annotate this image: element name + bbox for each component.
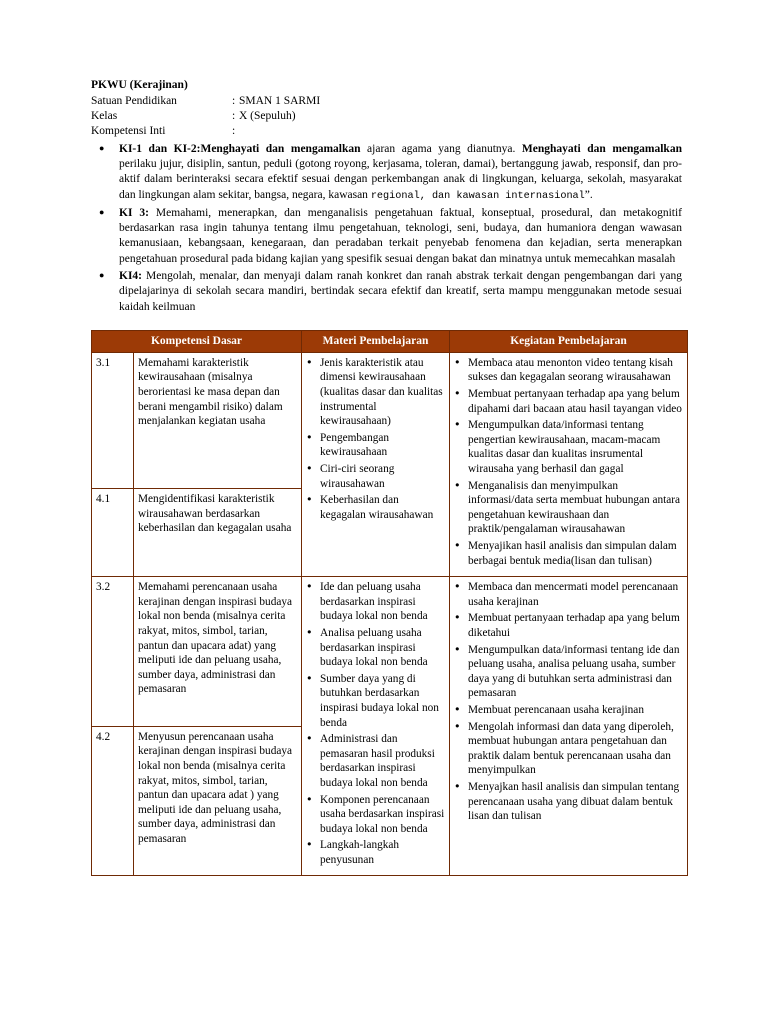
ki-item-1-2: ● KI-1 dan KI-2:Menghayati dan mengamalkan ajaran agama yang dianutnya. Menghayati dan mengamalkan perilaku jujur, disiplin, santun, peduli (gotong royong, kerjasama, toleran, damai), bertanggung jawab, responsif, dan pro-aktif dalam berinteraksi secara efektif sesuai dengan perkembangan anak di lingkungan, keluarga, sekolah, masyarakat dan lingkungan alam sekitar, bangsa, negara, kawasan regional, dan kawasan internasional”. — [91, 142, 682, 204]
list-item: ● Membuat pertanyaan terhadap apa yang belum dipahami dari bacaan atau hasil tayangan video — [454, 387, 683, 416]
kd-code: 4.1 — [92, 488, 134, 576]
meta-value: X (Sepuluh) — [239, 110, 296, 123]
list-item: ● Membuat perencanaan usaha kerajinan — [454, 703, 683, 718]
kd-text: Memahami perencanaan usaha kerajinan dengan inspirasi budaya lokal non benda (misalnya cerita rakyat, mitos, simbol, tarian, pantun dan upacara adat) yang meliputi ide dan peluang usaha, sumber daya, administrasi dan pemasaran — [134, 577, 302, 727]
column-header-kompetensi-dasar: Kompetensi Dasar — [92, 330, 302, 352]
kompetensi-inti-list — [91, 142, 682, 315]
list-item: ● Membuat pertanyaan terhadap apa yang belum diketahui — [454, 611, 683, 640]
list-item: ● Menganalisis dan menyimpulkan informasi/data serta membuat hubungan antara pengetahuan kewiraushaan dan praktik/pengalaman wirausahawan — [454, 479, 683, 537]
ki-item-3: ● KI 3: Memahami, menerapkan, dan menganalisis pengetahuan faktual, konseptual, prosedural, dan metakognitif berdasarkan rasa ingin tahunya tentang ilmu pengetahuan, teknologi, seni, budaya, dan humaniora dengan wawasan kemanusiaan, kebangsaan, kenegaraan, dan peradaban terkait penyebab fenomena dan kejadian, serta menerapkan pengetahuan prosedural pada bidang kajian yang spesifik sesuai dengan bakat dan minatnya untuk memecahkan masalah — [91, 206, 682, 267]
kd-code: 3.2 — [92, 577, 134, 727]
meta-separator: : — [232, 95, 236, 107]
list-item: ● Keberhasilan dan kegagalan wirausahawan — [306, 493, 445, 522]
column-header-materi-pembelajaran: Materi Pembelajaran — [302, 330, 450, 352]
meta-label: Kelas — [91, 110, 118, 123]
meta-row-satuan-pendidikan — [91, 94, 682, 109]
column-header-kegiatan-pembelajaran: Kegiatan Pembelajaran — [450, 330, 688, 352]
kd-code: 3.1 — [92, 352, 134, 488]
list-item: ● Jenis karakteristik atau dimensi kewirausahaan (kualitas dasar dan kualitas instrumental kewirausahaan) — [306, 356, 445, 429]
meta-separator: : — [232, 125, 236, 138]
kegiatan-list — [454, 356, 683, 568]
ki-item-4: ● KI4: Mengolah, menalar, dan menyaji dalam ranah konkret dan ranah abstrak terkait dengan pengembangan dari yang dipelajarinya di sekolah secara mandiri, bertindak secara efektif dan kreatif, serta mampu menggunakan metode sesuai kaidah keilmuan — [91, 269, 682, 315]
list-item: ● Pengembangan kewirausahaan — [306, 431, 445, 460]
meta-value — [239, 124, 682, 139]
list-item: ● Mengumpulkan data/informasi tentang pengertian kewirausahaan, macam-macam kualitas dasar dan kualitas insrumental wirausaha yang berhasil dan gagal — [454, 418, 683, 476]
list-item: ● Mengumpulkan data/informasi tentang ide dan peluang usaha, analisa peluang usaha, sumber daya yang di butuhkan serta administrasi dan pemasaran — [454, 643, 683, 701]
kd-code: 4.2 — [92, 726, 134, 876]
materi-cell — [302, 352, 450, 576]
list-item: ● Komponen perencanaan usaha berdasarkan inspirasi budaya lokal non benda — [306, 793, 445, 837]
meta-label: Satuan Pendidikan — [91, 95, 177, 107]
list-item: ● Langkah-langkah penyusunan — [306, 838, 445, 867]
kompetensi-dasar-table — [91, 330, 688, 877]
table-row — [92, 577, 688, 727]
materi-cell — [302, 577, 450, 876]
meta-separator: : — [232, 110, 236, 123]
materi-list — [306, 580, 445, 867]
materi-list — [306, 356, 445, 523]
kd-text: Memahami karakteristik kewirausahaan (misalnya berorientasi ke masa depan dan berani mengambil risiko) dalam menjalankan kegiatan usaha — [134, 352, 302, 488]
list-item: ● Sumber daya yang di butuhkan berdasarkan inspirasi budaya lokal non benda — [306, 672, 445, 730]
list-item: ● Membaca dan mencermati model perencanaan usaha kerajinan — [454, 580, 683, 609]
table-row — [92, 352, 688, 488]
list-item: ● Mengolah informasi dan data yang diperoleh, membuat hubungan antara pengetahuan dan praktik dalam bentuk perencanaan usaha dan menyimpulkan — [454, 720, 683, 778]
kegiatan-cell — [450, 577, 688, 876]
list-item: ● Analisa peluang usaha berdasarkan inspirasi budaya lokal non benda — [306, 626, 445, 670]
list-item: ● Menyajkan hasil analisis dan simpulan tentang perencanaan usaha yang dibuat dalam bentuk lisan dan tulisan — [454, 780, 683, 824]
meta-row-kelas — [91, 109, 682, 124]
list-item: ● Membaca atau menonton video tentang kisah sukses dan kegagalan seorang wirausahawan — [454, 356, 683, 385]
kegiatan-cell — [450, 352, 688, 576]
page-title: PKWU (Kerajinan) — [91, 79, 188, 91]
table-header-row — [92, 330, 688, 352]
meta-label: Kompetensi Inti — [91, 125, 166, 138]
meta-block — [91, 94, 682, 140]
kd-text: Menyusun perencanaan usaha kerajinan dengan inspirasi budaya lokal non benda (misalnya cerita rakyat, mitos, simbol, tarian, pantun dan upacara adat ) yang meliputi ide dan peluang usaha, sumber daya, administrasi dan pemasaran — [134, 726, 302, 876]
list-item: ● Ciri-ciri seorang wirausahawan — [306, 462, 445, 491]
kegiatan-list — [454, 580, 683, 824]
list-item: ● Menyajikan hasil analisis dan simpulan dalam berbagai bentuk media(lisan dan tulisan) — [454, 539, 683, 568]
meta-value: SMAN 1 SARMI — [239, 95, 321, 107]
meta-row-kompetensi-inti — [91, 124, 682, 139]
list-item: ● Ide dan peluang usaha berdasarkan inspirasi budaya lokal non benda — [306, 580, 445, 624]
kd-text: Mengidentifikasi karakteristik wirausahawan berdasarkan keberhasilan dan kegagalan usaha — [134, 488, 302, 576]
list-item: ● Administrasi dan pemasaran hasil produksi berdasarkan inspirasi budaya lokal non benda — [306, 732, 445, 790]
